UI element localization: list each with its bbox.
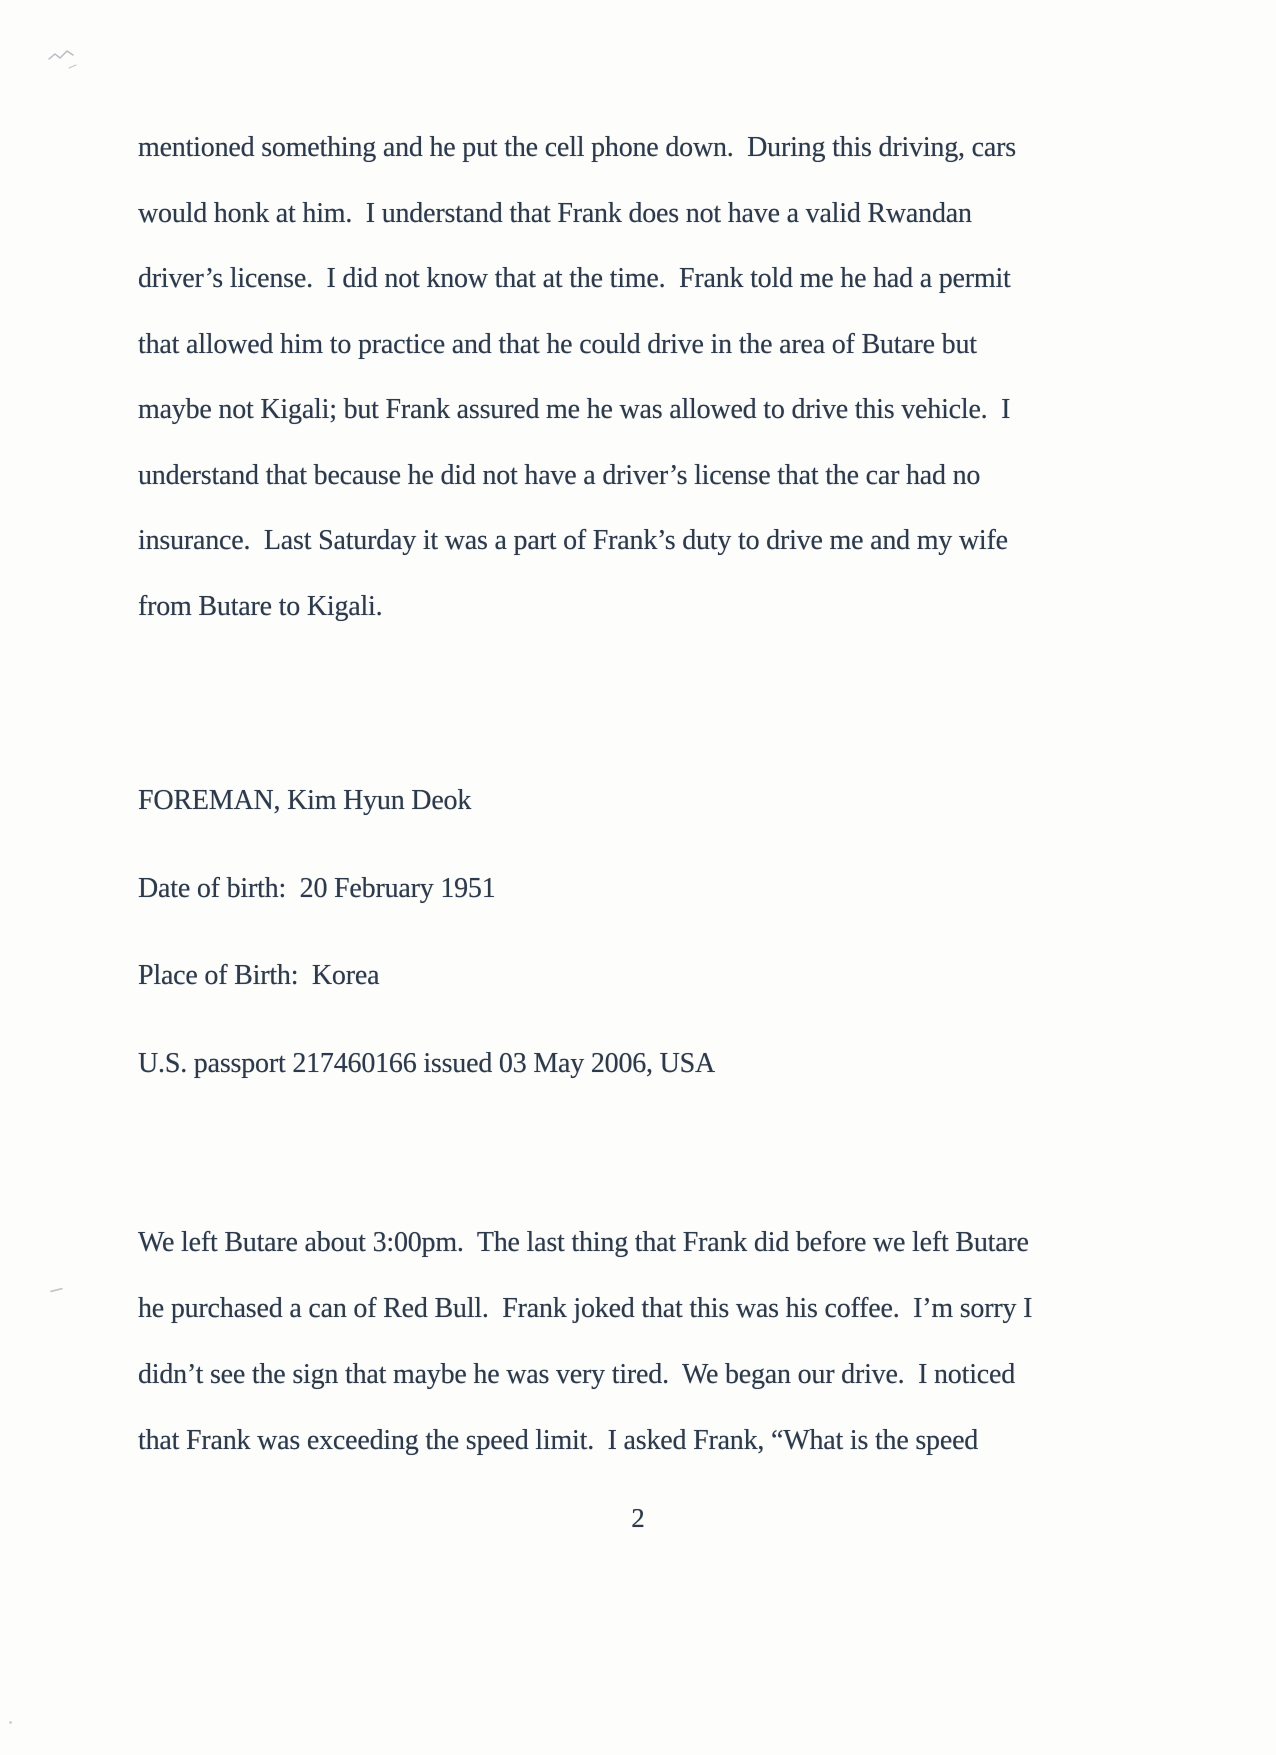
text-line: mentioned something and he put the cell phone down. During this driving, cars [138, 132, 1016, 163]
witness-name-line: FOREMAN, Kim Hyun Deok [138, 785, 472, 816]
place-of-birth-line: Place of Birth: Korea [138, 960, 380, 991]
text-line: understand that because he did not have a driver’s license that the car had no [138, 459, 981, 491]
pen-tick-mark [50, 1287, 63, 1292]
text-line: driver’s license. I did not know that at the time. Frank told me he had a permit [138, 263, 1011, 294]
text-line: didn’t see the sign that maybe he was very tired. We began our drive. I noticed [138, 1359, 1016, 1390]
text-line: insurance. Last Saturday it was a part of Frank’s duty to drive me and my wife [138, 525, 1008, 556]
statement-paragraph-driving [138, 115, 1016, 639]
text-line: that Frank was exceeding the speed limit. I asked Frank, “What is the speed [138, 1425, 979, 1456]
statement-paragraph-departure [138, 1210, 1032, 1474]
pen-squiggle-mark [46, 42, 88, 78]
passport-line: U.S. passport 217460166 issued 03 May 2006, USA [138, 1047, 716, 1079]
witness-identity-block [138, 757, 715, 1107]
text-line: maybe not Kigali; but Frank assured me he was allowed to drive this vehicle. I [138, 394, 1011, 425]
scan-dot-artifact [9, 1721, 12, 1724]
date-of-birth-line: Date of birth: 20 February 1951 [138, 872, 496, 904]
text-line: We left Butare about 3:00pm. The last thing that Frank did before we left Butare [138, 1227, 1029, 1258]
text-line: would honk at him. I understand that Frank does not have a valid Rwandan [138, 197, 972, 229]
text-line: from Butare to Kigali. [138, 590, 383, 622]
page-number: 2 [631, 1503, 645, 1533]
text-line: that allowed him to practice and that he could drive in the area of Butare but [138, 328, 977, 360]
text-line: he purchased a can of Red Bull. Frank joked that this was his coffee. I’m sorry I [138, 1293, 1033, 1324]
